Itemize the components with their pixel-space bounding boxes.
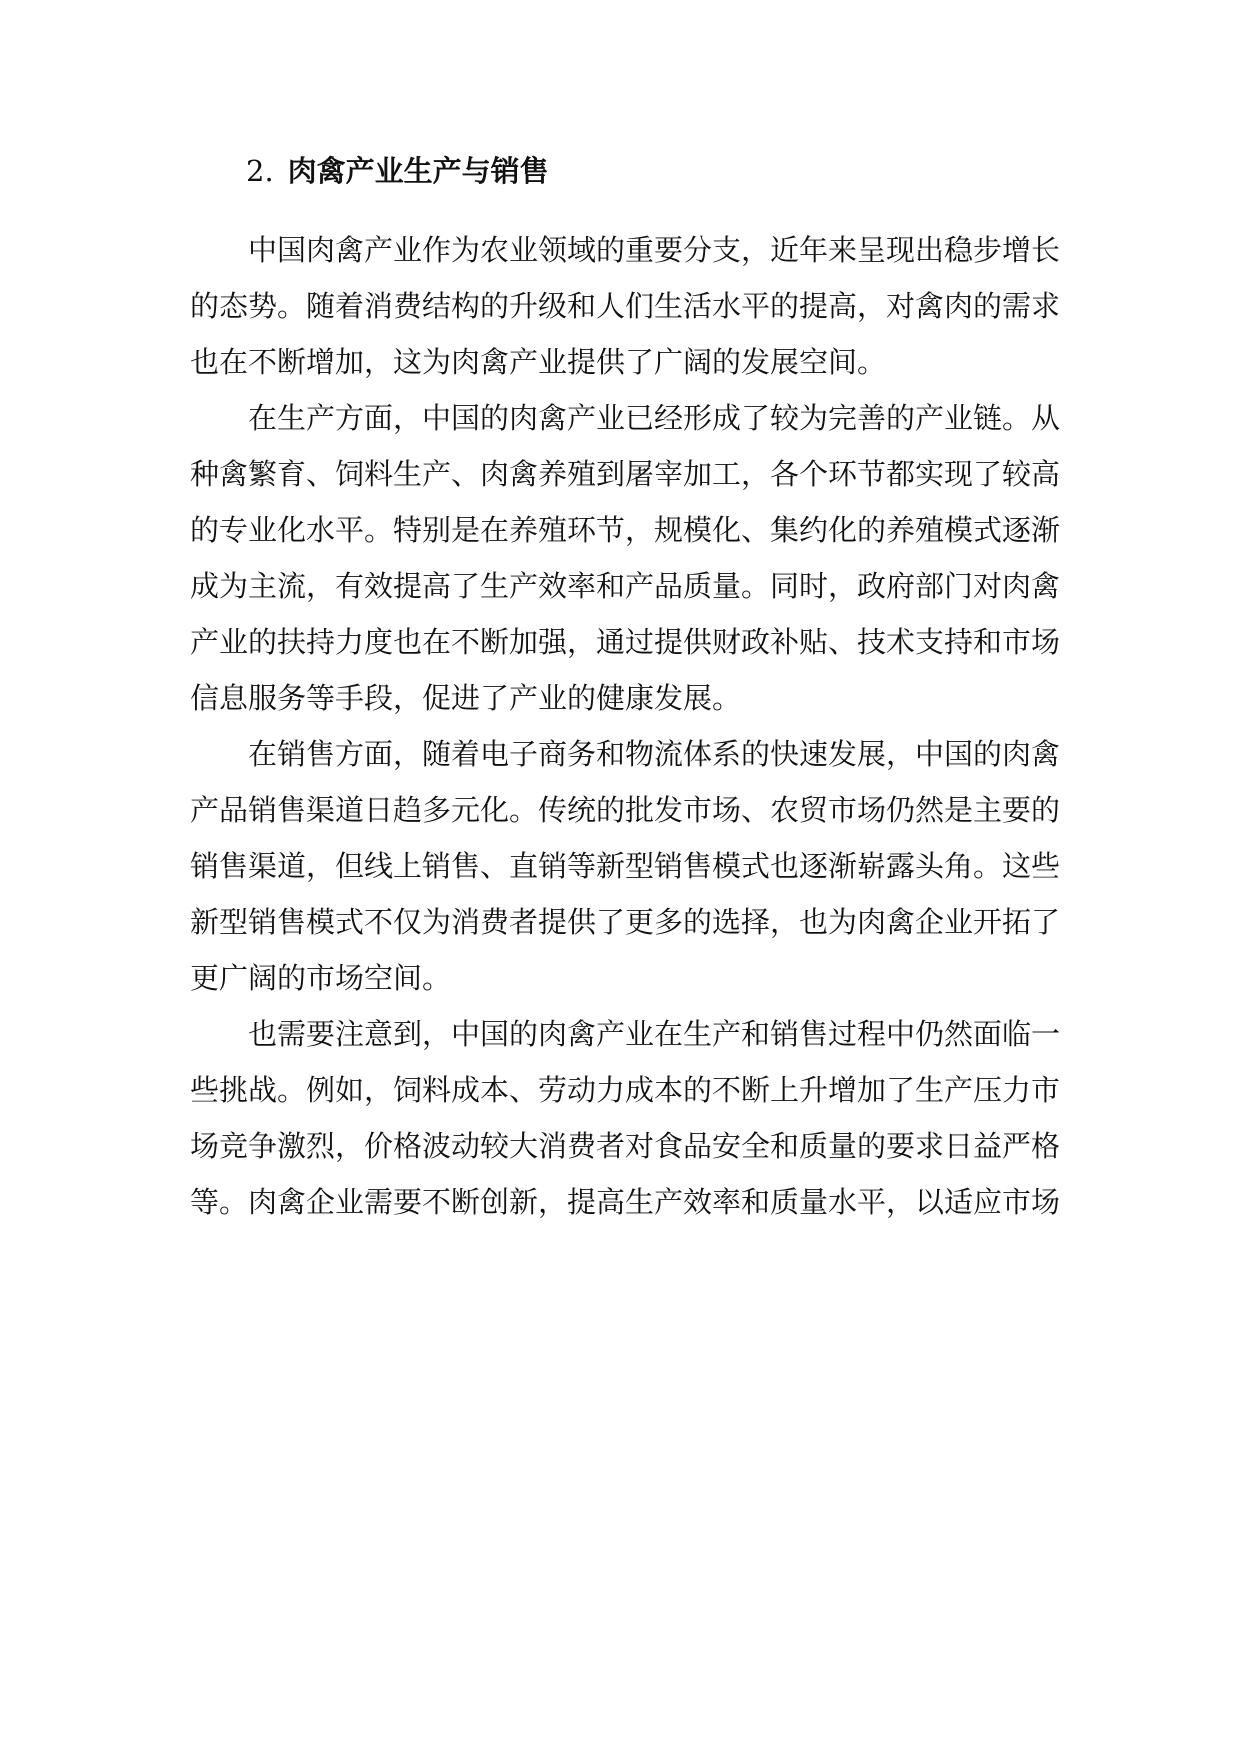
section-heading [246,148,549,194]
paragraph-line: 产品销售渠道日趋多元化。传统的批发市场、农贸市场仍然是主要的 [190,793,1061,827]
section-title: 肉禽产业生产与销售 [287,154,549,188]
section-number: 2. [246,154,274,188]
paragraph-line: 在销售方面，随着电子商务和物流体系的快速发展，中国的肉禽 [248,737,1061,771]
paragraph-line: 些挑战。例如，饲料成本、劳动力成本的不断上升增加了生产压力市 [190,1073,1061,1107]
document-body [190,222,1060,1230]
paragraph-line: 更广阔的市场空间。 [190,961,452,995]
paragraph-line: 的态势。随着消费结构的升级和人们生活水平的提高，对禽肉的需求 [190,289,1061,323]
paragraph-line: 销售渠道，但线上销售、直销等新型销售模式也逐渐崭露头角。这些 [190,849,1061,883]
paragraph-line: 信息服务等手段，促进了产业的健康发展。 [190,681,742,715]
paragraph-line: 也需要注意到，中国的肉禽产业在生产和销售过程中仍然面临一 [248,1017,1061,1051]
paragraph-line: 也在不断增加，这为肉禽产业提供了广阔的发展空间。 [190,345,887,379]
paragraph-3 [190,726,1060,1006]
paragraph-line: 新型销售模式不仅为消费者提供了更多的选择，也为肉禽企业开拓了 [190,905,1061,939]
paragraph-line: 的专业化水平。特别是在养殖环节，规模化、集约化的养殖模式逐渐 [190,513,1061,547]
paragraph-line: 在生产方面，中国的肉禽产业已经形成了较为完善的产业链。从 [248,401,1061,435]
paragraph-line: 中国肉禽产业作为农业领域的重要分支，近年来呈现出稳步增长 [248,233,1061,267]
paragraph-line: 种禽繁育、饲料生产、肉禽养殖到屠宰加工，各个环节都实现了较高 [190,457,1061,491]
paragraph-1 [190,222,1060,390]
paragraph-4 [190,1006,1060,1230]
paragraph-line: 场竞争激烈，价格波动较大消费者对食品安全和质量的要求日益严格 [190,1129,1061,1163]
paragraph-line: 产业的扶持力度也在不断加强，通过提供财政补贴、技术支持和市场 [190,625,1061,659]
paragraph-line: 等。肉禽企业需要不断创新，提高生产效率和质量水平，以适应市场 [190,1185,1061,1219]
paragraph-line: 成为主流，有效提高了生产效率和产品质量。同时，政府部门对肉禽 [190,569,1061,603]
paragraph-2 [190,390,1060,726]
